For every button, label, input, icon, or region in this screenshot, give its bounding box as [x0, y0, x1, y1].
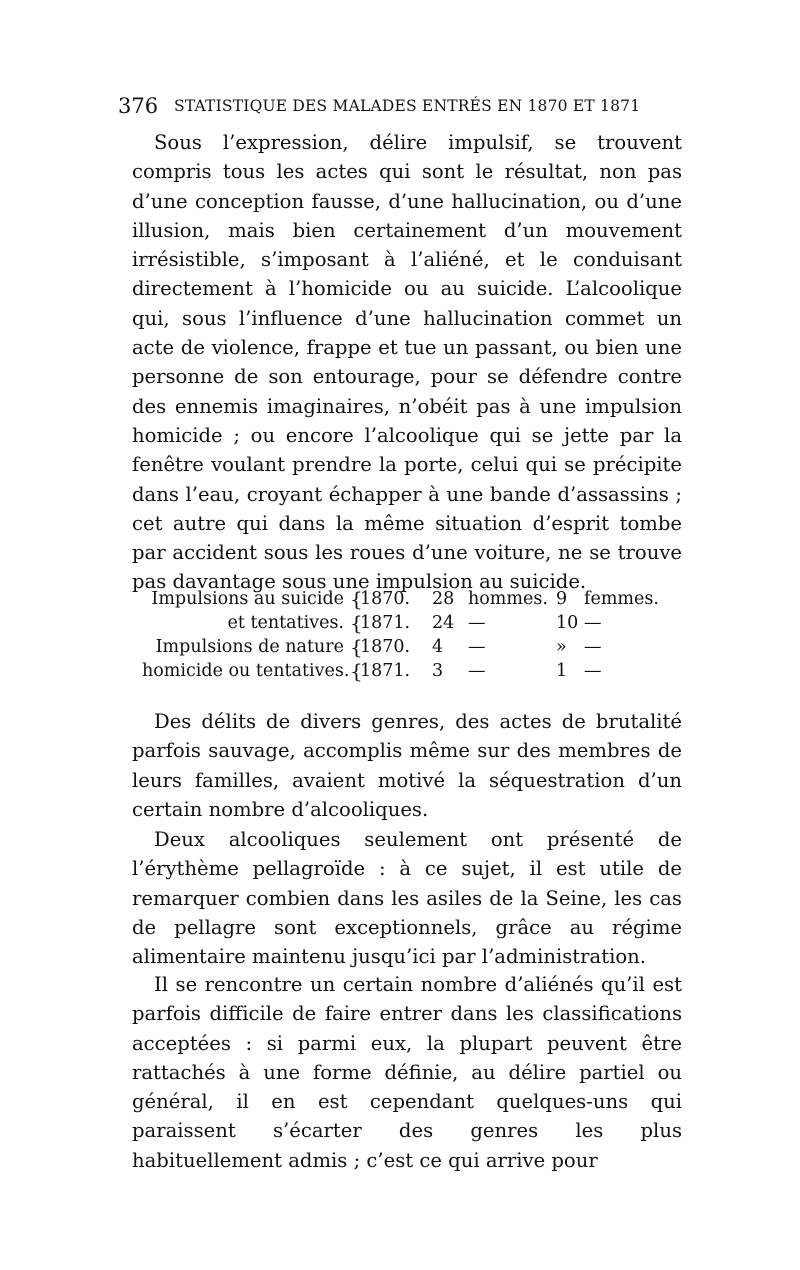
women-count-cell: »	[556, 637, 567, 657]
women-unit-cell: —	[584, 661, 602, 681]
women-unit-cell: —	[584, 637, 602, 657]
running-title: STATISTIQUE DES MALADES ENTRÉS EN 1870 ET 1871	[174, 97, 641, 115]
row-label: et tentatives.	[227, 613, 344, 633]
men-unit-cell: —	[468, 637, 486, 657]
men-count-cell: 4	[432, 637, 444, 657]
impulsions-statistics-table	[142, 587, 662, 683]
women-unit-cell: femmes.	[584, 589, 659, 609]
year-cell: 1870.	[360, 589, 411, 609]
paragraph-erytheme-pellagroide: Deux alcooliques seulement ont présenté de l’érythème pellagroïde : à ce sujet, il est utile de remarquer combien dans les asiles de la Seine, les cas de pellagre sont exceptionnels, grâce au régime alimentaire maintenu jusqu’ici par l’administration.	[132, 828, 682, 969]
women-count-cell: 9	[556, 589, 568, 609]
brace-glyph: {	[350, 611, 363, 635]
brace-glyph: {	[350, 659, 363, 683]
women-count-cell: 10	[556, 613, 579, 633]
men-unit-cell: hommes.	[468, 589, 548, 609]
men-count-cell: 3	[432, 661, 444, 681]
paragraph-delire-impulsif: Sous l’expression, délire impulsif, se trouvent compris tous les actes qui sont le résultat, non pas d’une conception fausse, d’une hallucination, ou d’une illusion, mais bien certainement d’un mouvement irrésistible, s’imposant à l’aliéné, et le conduisant directement à l’homicide ou au suicide. L’alcoolique qui, sous l’influence d’une hallucination commet un acte de violence, frappe et tue un passant, ou bien une personne de son entourage, pour se défendre contre des ennemis imaginaires, n’obéit pas à une impulsion homicide ; ou encore l’alcoolique qui se jette par la fenêtre voulant prendre la porte, celui qui se précipite dans l’eau, croyant échapper à une bande d’assassins ; cet autre qui dans la même situation d’esprit tombe par accident sous les roues d’une voiture, ne se trouve pas davantage sous une impulsion au suicide.	[132, 131, 682, 594]
men-unit-cell: —	[468, 661, 486, 681]
women-count-cell: 1	[556, 661, 568, 681]
row-label: Impulsions de nature	[155, 637, 344, 657]
running-head	[118, 94, 683, 120]
table-row	[142, 635, 662, 659]
brace-glyph: {	[350, 635, 363, 659]
year-cell: 1871.	[360, 661, 411, 681]
paragraph-delits: Des délits de divers genres, des actes de brutalité parfois sauvage, accomplis même sur des membres de leurs familles, avaient motivé la séquestration d’un certain nombre d’alcooliques.	[132, 710, 682, 821]
women-unit-cell: —	[584, 613, 602, 633]
row-label: homicide ou tentatives.	[142, 661, 350, 681]
row-label: Impulsions au suicide	[151, 589, 344, 609]
men-count-cell: 24	[432, 613, 455, 633]
year-cell: 1870.	[360, 637, 411, 657]
brace-glyph: {	[350, 587, 363, 611]
men-count-cell: 28	[432, 589, 455, 609]
page-number: 376	[118, 94, 159, 118]
men-unit-cell: —	[468, 613, 486, 633]
table-row	[142, 587, 662, 611]
table-row	[142, 659, 662, 683]
table-row	[142, 611, 662, 635]
paragraph-classifications: Il se rencontre un certain nombre d’aliénés qu’il est parfois difficile de faire entrer dans les classifications acceptées : si parmi eux, la plupart peuvent être rattachés à une forme définie, au délire partiel ou général, il en est cependant quelques-uns qui paraissent s’écarter des genres les plus habituellement admis ; c’est ce qui arrive pour	[132, 973, 682, 1172]
year-cell: 1871.	[360, 613, 411, 633]
